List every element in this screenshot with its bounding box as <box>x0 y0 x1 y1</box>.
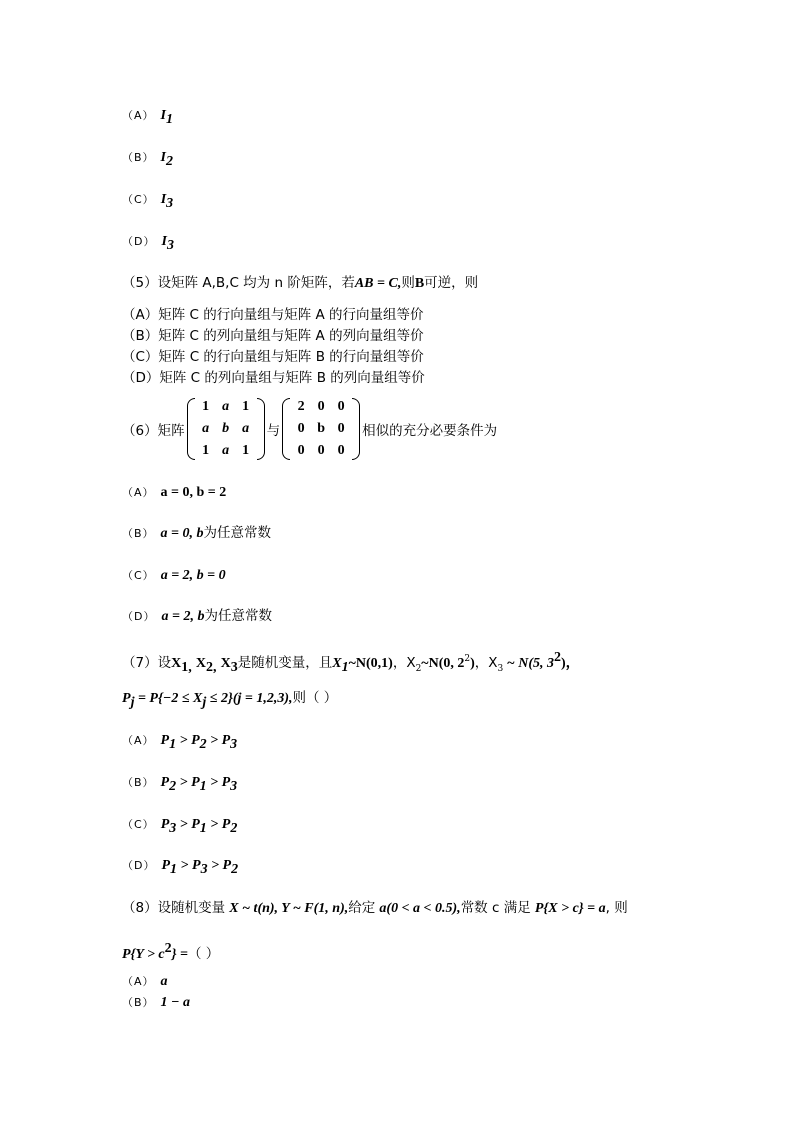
q5-stem: （5）设矩阵 A,B,C 均为 n 阶矩阵，若AB = C,则B可逆，则 <box>122 275 479 291</box>
q5-option-b: （B）矩阵 C 的列向量组与矩阵 A 的列向量组等价 <box>122 328 424 344</box>
q7-stem: （7）设$X_{1,}$ $X_{2,}$ $X_3$是随机变量，且$X_1\sim N(0,1)$，$X_2\sim N(0$, $2^2$)，$X_3$ ~ N(5, $3^2$)， <box>122 650 580 675</box>
q6-option-a: （A） a = 0, b = 2 <box>122 485 227 500</box>
matrix-2: 2 0 0 0 b 0 0 0 0 <box>282 396 360 462</box>
q7-option-d: （D） $P_1 > P_3 > P_2$ <box>122 858 239 877</box>
q6-option-d: （D） a = 2, b为任意常数 <box>122 608 272 624</box>
q4-option-b: （B） $I_2$ <box>122 150 173 169</box>
q7-option-b: （B） $P_2 > P_1 > P_3$ <box>122 775 238 794</box>
q5-option-d: （D）矩阵 C 的列向量组与矩阵 B 的列向量组等价 <box>122 370 425 386</box>
q5-option-c: （C）矩阵 C 的行向量组与矩阵 B 的行向量组等价 <box>122 349 424 365</box>
q6-option-b: （B） a = 0, b为任意常数 <box>122 525 272 541</box>
q8-stem-line2: $P\{Y > c^2\}$ =（ ） <box>122 941 220 962</box>
q4-option-d: （D） $I_3$ <box>122 234 174 253</box>
matrix-1: 1 a 1 a b a 1 a 1 <box>187 396 265 462</box>
q5-option-a: （A）矩阵 C 的行向量组与矩阵 A 的行向量组等价 <box>122 307 424 323</box>
q4-option-c: （C） $I_3$ <box>122 192 174 211</box>
q8-stem: （8）设随机变量 X ~ t(n), Y ~ F(1, n),给定 a(0 < a < 0.5),常数 c 满足 P{X > c} = a, 则 <box>122 900 628 916</box>
q8-option-a: （A） a <box>122 974 168 989</box>
q6-option-c: （C） a = 2, b = 0 <box>122 568 226 583</box>
q7-option-c: （C） $P_3 > P_1 > P_2$ <box>122 817 238 836</box>
q4-option-a: （A） $I_1$ <box>122 108 173 127</box>
q7-option-a: （A） $P_1 > P_2 > P_3$ <box>122 733 238 752</box>
q6-stem: （6）矩阵 1 a 1 a b a 1 a 1 与 2 0 0 0 b 0 0 0 0 相似的充分必要条件为 <box>122 394 497 464</box>
q7-stem-line2: $P_j = P\{-2 \le X_j \le 2\}(j = 1,2,3)$,则（ ） <box>122 690 338 710</box>
q8-option-b: （B） 1 − a <box>122 995 191 1010</box>
